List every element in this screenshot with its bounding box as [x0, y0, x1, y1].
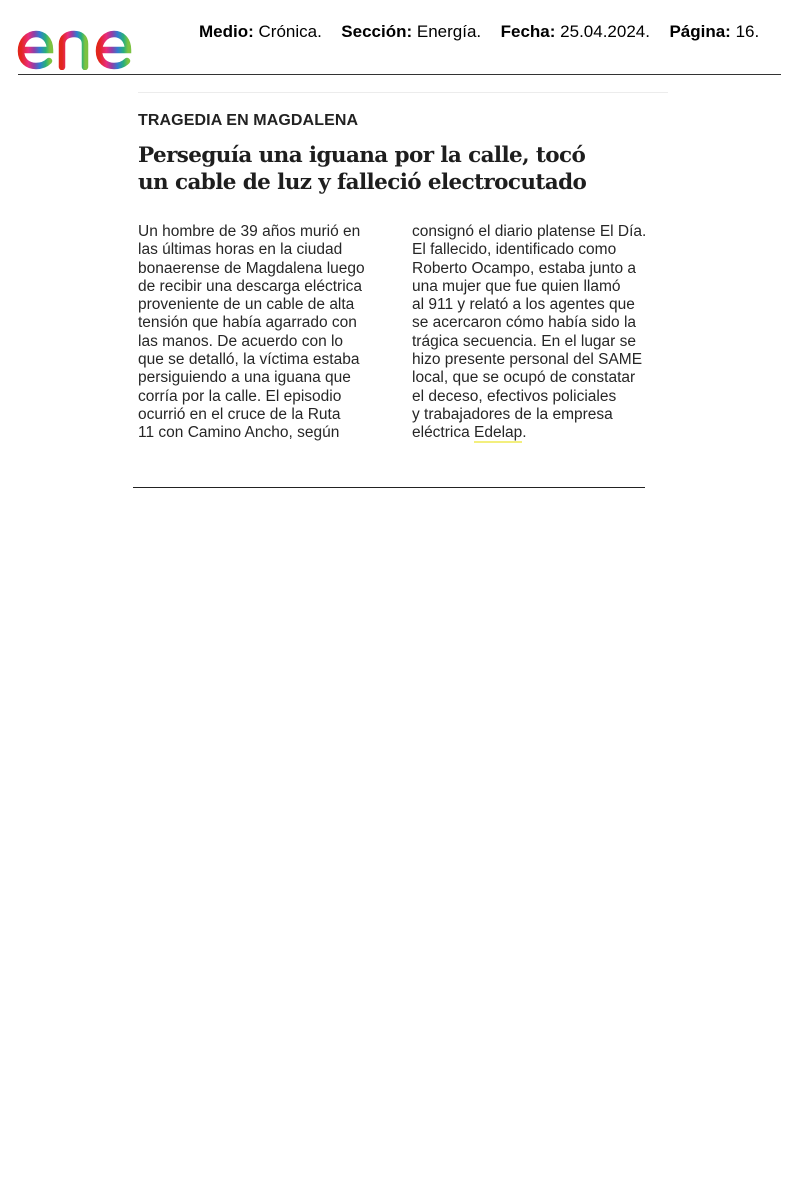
text-line: bonaerense de Magdalena luego	[138, 259, 365, 277]
text-line: El fallecido, identificado como	[412, 241, 617, 259]
text-line: que se detalló, la víctima estaba	[138, 351, 360, 369]
article-headline	[138, 142, 668, 196]
text-line: proveniente de un cable de alta	[138, 296, 355, 314]
text-line: local, que se ocupó de constatar	[412, 369, 636, 387]
article-column-1	[138, 223, 396, 443]
medio-label: Medio:	[199, 22, 254, 41]
clipping-bottom-rule	[133, 487, 645, 488]
seccion-label: Sección:	[341, 22, 413, 41]
pagina-label: Página:	[669, 22, 731, 41]
text-line: ocurrió en el cruce de la Ruta	[138, 405, 341, 423]
text-fragment: .	[522, 424, 527, 442]
text-line: hizo presente personal del SAME	[412, 351, 643, 369]
pagina-value: 16.	[735, 22, 760, 41]
headline-line-2: un cable de luz y falleció electrocutado	[138, 170, 587, 195]
text-line: corría por la calle. El episodio	[138, 387, 342, 405]
highlighted-term: Edelap	[474, 424, 523, 442]
text-line: persiguiendo a una iguana que	[138, 369, 351, 387]
text-line: se acercaron cómo había sido la	[412, 314, 637, 332]
text-line: Un hombre de 39 años murió en	[138, 223, 361, 240]
article-clipping	[130, 90, 670, 450]
header-divider	[18, 74, 781, 75]
text-line: al 911 y relató a los agentes que	[412, 296, 635, 314]
article-kicker: TRAGEDIA EN MAGDALENA	[138, 112, 359, 129]
text-line: de recibir una descarga eléctrica	[138, 277, 363, 295]
text-line: el deceso, efectivos policiales	[412, 387, 617, 405]
text-line: las manos. De acuerdo con lo	[138, 332, 344, 350]
text-fragment: eléctrica	[412, 424, 475, 442]
seccion-value: Energía.	[416, 22, 482, 41]
fecha-label: Fecha:	[500, 22, 556, 41]
text-line: las últimas horas en la ciudad	[138, 241, 343, 259]
clipping-top-rule	[138, 92, 668, 93]
text-line: tensión que había agarrado con	[138, 314, 357, 332]
text-line: Roberto Ocampo, estaba junto a	[412, 259, 637, 277]
text-line-last	[412, 424, 670, 442]
fecha-value: 25.04.2024.	[560, 22, 650, 41]
text-line: una mujer que fue quien llamó	[412, 277, 621, 295]
headline-line-1: Perseguía una iguana por la calle, tocó	[138, 143, 586, 168]
text-line: 11 con Camino Ancho, según	[138, 424, 340, 442]
enel-logo	[16, 8, 180, 70]
text-line: consignó el diario platense El Día.	[412, 223, 647, 240]
medio-value: Crónica.	[258, 22, 322, 41]
text-line: y trabajadores de la empresa	[412, 405, 613, 423]
text-line: trágica secuencia. En el lugar se	[412, 332, 637, 350]
press-clipping-metadata	[199, 22, 759, 42]
article-column-2	[412, 223, 670, 443]
